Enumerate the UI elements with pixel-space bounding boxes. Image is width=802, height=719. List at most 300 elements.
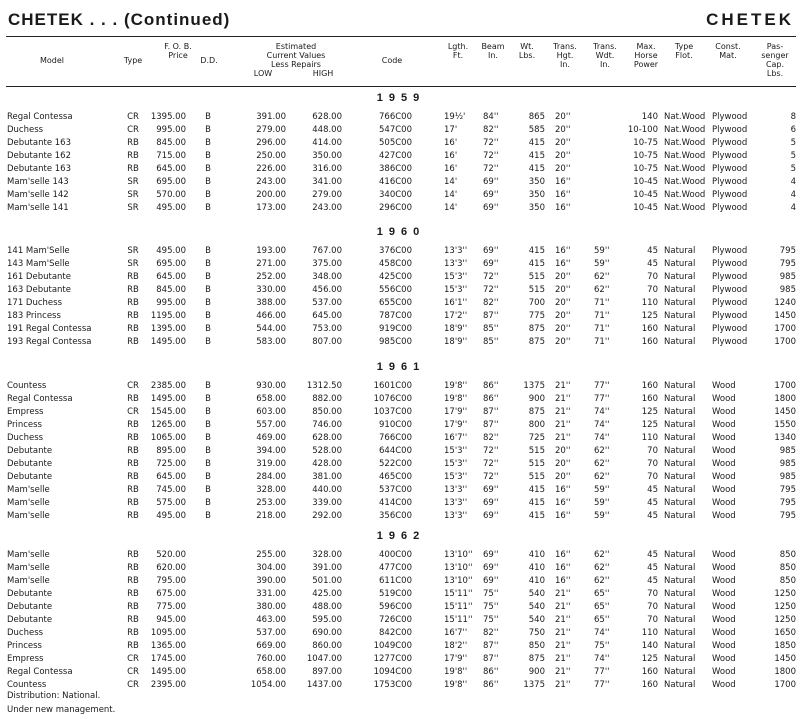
cell-max-hp: 10-45: [633, 203, 658, 213]
cell-value-high: 690.00: [312, 628, 342, 638]
cell-model: Mam'selle: [7, 563, 50, 573]
cell-flotation: Natural: [664, 615, 696, 625]
cell-construction: Plywood: [712, 298, 748, 308]
cell-weight: 415: [528, 498, 545, 508]
cell-model: 141 Mam'Selle: [7, 246, 70, 256]
cell-trans-width: 62'': [594, 550, 610, 560]
cell-dd: B: [205, 394, 211, 404]
cell-weight: 850: [528, 641, 545, 651]
cell-beam: 86'': [483, 381, 499, 391]
cell-max-hp: 45: [647, 576, 658, 586]
cell-model: Debutante: [7, 602, 53, 612]
cell-dd: B: [205, 311, 211, 321]
cell-value-high: 292.00: [312, 511, 342, 521]
cell-length: 15'3'': [444, 285, 468, 295]
cell-beam: 85'': [483, 324, 499, 334]
cell-value-low: 255.00: [256, 550, 286, 560]
cell-weight: 415: [528, 151, 545, 161]
cell-dd: B: [205, 420, 211, 430]
cell-trans-height: 21'': [555, 407, 571, 417]
cell-code: 1094C00: [373, 667, 412, 677]
table-row: [0, 164, 802, 177]
cell-trans-height: 20'': [555, 311, 571, 321]
cell-fob-price: 845.00: [156, 285, 186, 295]
cell-length: 17'9'': [444, 407, 468, 417]
table-row: [0, 615, 802, 628]
cell-beam: 87'': [483, 420, 499, 430]
cell-type: SR: [127, 190, 139, 200]
cell-value-low: 250.00: [256, 151, 286, 161]
cell-trans-height: 20'': [555, 272, 571, 282]
cell-max-hp: 160: [641, 394, 658, 404]
cell-construction: Plywood: [712, 177, 748, 187]
cell-code: 1076C00: [373, 394, 412, 404]
cell-type: RB: [127, 459, 139, 469]
cell-length: 15'3'': [444, 446, 468, 456]
cell-fob-price: 715.00: [156, 151, 186, 161]
cell-max-hp: 160: [641, 381, 658, 391]
cell-length: 14': [444, 177, 458, 187]
cell-weight: 515: [528, 472, 545, 482]
cell-weight: 875: [528, 324, 545, 334]
cell-max-hp: 70: [647, 602, 658, 612]
cell-passenger-cap: 4: [790, 177, 796, 187]
cell-type: RB: [127, 298, 139, 308]
cell-value-low: 658.00: [256, 394, 286, 404]
cell-value-low: 391.00: [256, 112, 286, 122]
table-row: [0, 285, 802, 298]
cell-trans-width: 62'': [594, 272, 610, 282]
cell-code: 1277C00: [373, 654, 412, 664]
cell-value-high: 882.00: [312, 394, 342, 404]
cell-trans-height: 16'': [555, 576, 571, 586]
cell-code: 547C00: [379, 125, 412, 135]
cell-length: 16': [444, 164, 458, 174]
cell-weight: 900: [528, 667, 545, 677]
cell-trans-width: 74'': [594, 420, 610, 430]
cell-trans-height: 16'': [555, 511, 571, 521]
cell-max-hp: 140: [641, 112, 658, 122]
cell-value-low: 200.00: [256, 190, 286, 200]
cell-value-low: 930.00: [256, 381, 286, 391]
cell-trans-width: 62'': [594, 446, 610, 456]
cell-max-hp: 70: [647, 272, 658, 282]
cell-dd: B: [205, 259, 211, 269]
cell-construction: Plywood: [712, 112, 748, 122]
cell-model: 183 Princess: [7, 311, 61, 321]
cell-length: 15'3'': [444, 472, 468, 482]
cell-value-high: 595.00: [312, 615, 342, 625]
cell-length: 19½': [444, 112, 466, 122]
cell-max-hp: 160: [641, 667, 658, 677]
cell-max-hp: 70: [647, 285, 658, 295]
cell-trans-height: 21'': [555, 654, 571, 664]
brand-title: CHETEK: [706, 10, 794, 29]
cell-weight: 540: [528, 602, 545, 612]
hdr-high: HIGH: [312, 69, 334, 78]
cell-passenger-cap: 1800: [774, 394, 796, 404]
cell-flotation: Natural: [664, 446, 696, 456]
cell-code: 766C00: [379, 433, 412, 443]
cell-value-low: 284.00: [256, 472, 286, 482]
table-row: [0, 420, 802, 433]
hdr-model: Model: [39, 56, 65, 65]
cell-max-hp: 125: [641, 420, 658, 430]
cell-length: 16'7'': [444, 628, 468, 638]
cell-weight: 350: [528, 177, 545, 187]
cell-max-hp: 125: [641, 654, 658, 664]
cell-dd: B: [205, 125, 211, 135]
cell-value-high: 279.00: [312, 190, 342, 200]
cell-beam: 75'': [483, 602, 499, 612]
cell-length: 19'8'': [444, 381, 468, 391]
cell-max-hp: 45: [647, 511, 658, 521]
cell-weight: 515: [528, 459, 545, 469]
cell-type: RB: [127, 641, 139, 651]
cell-code: 726C00: [379, 615, 412, 625]
cell-flotation: Natural: [664, 420, 696, 430]
cell-model: Debutante: [7, 459, 53, 469]
cell-code: 425C00: [379, 272, 412, 282]
cell-fob-price: 675.00: [156, 589, 186, 599]
cell-type: RB: [127, 138, 139, 148]
year-heading: 1960: [376, 226, 426, 238]
cell-construction: Wood: [712, 472, 736, 482]
cell-fob-price: 945.00: [156, 615, 186, 625]
cell-model: Mam'selle: [7, 498, 50, 508]
cell-value-low: 544.00: [256, 324, 286, 334]
hdr-trans-width: Trans. Wdt. In.: [593, 42, 617, 69]
table-row: [0, 246, 802, 259]
cell-passenger-cap: 850: [779, 550, 796, 560]
cell-fob-price: 1265.00: [150, 420, 186, 430]
cell-trans-height: 16'': [555, 498, 571, 508]
cell-flotation: Nat.Wood: [664, 125, 706, 135]
cell-type: RB: [127, 563, 139, 573]
cell-max-hp: 10-45: [633, 190, 658, 200]
cell-model: Mam'selle: [7, 550, 50, 560]
table-row: [0, 485, 802, 498]
cell-flotation: Natural: [664, 654, 696, 664]
cell-weight: 725: [528, 433, 545, 443]
cell-value-high: 645.00: [312, 311, 342, 321]
cell-construction: Wood: [712, 420, 736, 430]
cell-passenger-cap: 5: [790, 151, 796, 161]
cell-code: 611C00: [379, 576, 412, 586]
cell-passenger-cap: 795: [779, 259, 796, 269]
cell-model: Duchess: [7, 433, 44, 443]
cell-flotation: Natural: [664, 259, 696, 269]
cell-beam: 72'': [483, 446, 499, 456]
cell-code: 400C00: [379, 550, 412, 560]
cell-length: 13'3'': [444, 485, 468, 495]
cell-trans-height: 16'': [555, 190, 571, 200]
cell-beam: 82'': [483, 628, 499, 638]
cell-model: Princess: [7, 420, 42, 430]
cell-trans-height: 16'': [555, 246, 571, 256]
cell-type: RB: [127, 151, 139, 161]
cell-dd: B: [205, 511, 211, 521]
cell-trans-width: 62'': [594, 472, 610, 482]
cell-construction: Plywood: [712, 125, 748, 135]
cell-construction: Wood: [712, 498, 736, 508]
cell-construction: Wood: [712, 615, 736, 625]
cell-flotation: Natural: [664, 381, 696, 391]
table-row: [0, 680, 802, 693]
cell-model: Debutante: [7, 615, 53, 625]
cell-dd: B: [205, 324, 211, 334]
cell-trans-width: 62'': [594, 563, 610, 573]
cell-model: Empress: [7, 654, 44, 664]
cell-value-high: 348.00: [312, 272, 342, 282]
cell-type: CR: [127, 112, 139, 122]
cell-dd: B: [205, 337, 211, 347]
cell-weight: 515: [528, 446, 545, 456]
cell-flotation: Natural: [664, 576, 696, 586]
table-row: [0, 641, 802, 654]
cell-type: SR: [127, 203, 139, 213]
cell-beam: 69'': [483, 511, 499, 521]
cell-passenger-cap: 795: [779, 511, 796, 521]
cell-trans-height: 20'': [555, 446, 571, 456]
cell-length: 18'9'': [444, 337, 468, 347]
cell-trans-width: 65'': [594, 602, 610, 612]
cell-code: 1601C00: [373, 381, 412, 391]
cell-value-low: 466.00: [256, 311, 286, 321]
cell-fob-price: 725.00: [156, 459, 186, 469]
cell-flotation: Natural: [664, 311, 696, 321]
cell-construction: Wood: [712, 654, 736, 664]
cell-fob-price: 995.00: [156, 298, 186, 308]
cell-flotation: Nat.Wood: [664, 190, 706, 200]
cell-type: RB: [127, 446, 139, 456]
table-row: [0, 337, 802, 350]
cell-beam: 69'': [483, 576, 499, 586]
cell-model: Countess: [7, 680, 47, 690]
cell-trans-width: 59'': [594, 511, 610, 521]
cell-weight: 540: [528, 589, 545, 599]
cell-type: RB: [127, 628, 139, 638]
cell-trans-height: 20'': [555, 164, 571, 174]
cell-trans-height: 21'': [555, 667, 571, 677]
cell-flotation: Natural: [664, 498, 696, 508]
cell-value-low: 304.00: [256, 563, 286, 573]
cell-code: 1753C00: [373, 680, 412, 690]
cell-value-low: 658.00: [256, 667, 286, 677]
cell-trans-width: 62'': [594, 285, 610, 295]
cell-model: 171 Duchess: [7, 298, 63, 308]
cell-flotation: Nat.Wood: [664, 177, 706, 187]
cell-fob-price: 2395.00: [150, 680, 186, 690]
cell-dd: B: [205, 190, 211, 200]
cell-fob-price: 695.00: [156, 177, 186, 187]
cell-trans-height: 20'': [555, 285, 571, 295]
cell-code: 477C00: [379, 563, 412, 573]
cell-beam: 87'': [483, 407, 499, 417]
cell-passenger-cap: 1800: [774, 667, 796, 677]
cell-value-high: 414.00: [312, 138, 342, 148]
cell-trans-height: 20'': [555, 138, 571, 148]
cell-weight: 540: [528, 615, 545, 625]
cell-code: 416C00: [379, 177, 412, 187]
cell-flotation: Natural: [664, 246, 696, 256]
cell-flotation: Natural: [664, 641, 696, 651]
cell-trans-height: 16'': [555, 485, 571, 495]
cell-trans-width: 62'': [594, 576, 610, 586]
cell-value-low: 394.00: [256, 446, 286, 456]
cell-weight: 750: [528, 628, 545, 638]
cell-length: 16'1'': [444, 298, 468, 308]
cell-passenger-cap: 1700: [774, 381, 796, 391]
cell-max-hp: 125: [641, 311, 658, 321]
cell-flotation: Natural: [664, 459, 696, 469]
hdr-fob: F. O. B. Price: [164, 42, 192, 60]
hdr-dd: D.D.: [200, 56, 218, 65]
cell-length: 15'11'': [444, 602, 473, 612]
cell-beam: 82'': [483, 433, 499, 443]
cell-fob-price: 575.00: [156, 498, 186, 508]
cell-flotation: Natural: [664, 298, 696, 308]
cell-value-low: 319.00: [256, 459, 286, 469]
cell-flotation: Natural: [664, 485, 696, 495]
cell-weight: 515: [528, 285, 545, 295]
table-row: [0, 203, 802, 216]
cell-max-hp: 45: [647, 498, 658, 508]
cell-value-low: 296.00: [256, 138, 286, 148]
cell-passenger-cap: 1250: [774, 615, 796, 625]
cell-construction: Plywood: [712, 337, 748, 347]
cell-max-hp: 70: [647, 615, 658, 625]
year-heading: 1961: [376, 361, 426, 373]
cell-construction: Wood: [712, 602, 736, 612]
cell-value-low: 193.00: [256, 246, 286, 256]
cell-fob-price: 645.00: [156, 472, 186, 482]
cell-fob-price: 520.00: [156, 550, 186, 560]
cell-model: Debutante 163: [7, 138, 71, 148]
cell-passenger-cap: 1550: [774, 420, 796, 430]
cell-passenger-cap: 5: [790, 164, 796, 174]
cell-max-hp: 70: [647, 459, 658, 469]
cell-max-hp: 70: [647, 446, 658, 456]
cell-model: Debutante 162: [7, 151, 71, 161]
cell-construction: Wood: [712, 680, 736, 690]
cell-passenger-cap: 850: [779, 576, 796, 586]
cell-value-high: 628.00: [312, 433, 342, 443]
cell-value-high: 746.00: [312, 420, 342, 430]
cell-value-low: 253.00: [256, 498, 286, 508]
cell-code: 910C00: [379, 420, 412, 430]
cell-value-high: 428.00: [312, 459, 342, 469]
cell-code: 537C00: [379, 485, 412, 495]
cell-dd: B: [205, 246, 211, 256]
cell-flotation: Nat.Wood: [664, 151, 706, 161]
table-row: [0, 472, 802, 485]
cell-code: 842C00: [379, 628, 412, 638]
cell-length: 16': [444, 151, 458, 161]
table-row: [0, 272, 802, 285]
cell-type: RB: [127, 602, 139, 612]
cell-construction: Plywood: [712, 203, 748, 213]
cell-trans-width: 74'': [594, 628, 610, 638]
cell-max-hp: 160: [641, 680, 658, 690]
table-row: [0, 151, 802, 164]
cell-trans-width: 71'': [594, 298, 610, 308]
cell-weight: 415: [528, 485, 545, 495]
cell-dd: B: [205, 298, 211, 308]
cell-model: Mam'selle 141: [7, 203, 69, 213]
cell-type: RB: [127, 433, 139, 443]
cell-trans-height: 16'': [555, 259, 571, 269]
cell-trans-height: 20'': [555, 298, 571, 308]
cell-model: Debutante 163: [7, 164, 71, 174]
year-heading: 1962: [376, 530, 426, 542]
cell-length: 17'9'': [444, 654, 468, 664]
cell-code: 556C00: [379, 285, 412, 295]
cell-model: 193 Regal Contessa: [7, 337, 92, 347]
cell-fob-price: 645.00: [156, 164, 186, 174]
cell-trans-width: 77'': [594, 394, 610, 404]
cell-construction: Wood: [712, 550, 736, 560]
cell-flotation: Natural: [664, 407, 696, 417]
cell-code: 522C00: [379, 459, 412, 469]
cell-model: 191 Regal Contessa: [7, 324, 92, 334]
cell-beam: 72'': [483, 472, 499, 482]
cell-code: 596C00: [379, 602, 412, 612]
cell-construction: Wood: [712, 446, 736, 456]
cell-fob-price: 570.00: [156, 190, 186, 200]
cell-passenger-cap: 1650: [774, 628, 796, 638]
cell-type: RB: [127, 394, 139, 404]
cell-type: CR: [127, 680, 139, 690]
hdr-trans-height: Trans. Hgt. In.: [553, 42, 577, 69]
cell-passenger-cap: 1250: [774, 602, 796, 612]
cell-code: 1037C00: [373, 407, 412, 417]
cell-beam: 86'': [483, 667, 499, 677]
cell-dd: B: [205, 407, 211, 417]
cell-construction: Plywood: [712, 246, 748, 256]
cell-flotation: Natural: [664, 550, 696, 560]
cell-code: 458C00: [379, 259, 412, 269]
cell-passenger-cap: 1340: [774, 433, 796, 443]
cell-trans-width: 59'': [594, 259, 610, 269]
cell-construction: Plywood: [712, 311, 748, 321]
cell-value-low: 331.00: [256, 589, 286, 599]
cell-value-low: 537.00: [256, 628, 286, 638]
cell-weight: 875: [528, 407, 545, 417]
cell-value-high: 316.00: [312, 164, 342, 174]
cell-model: Countess: [7, 381, 47, 391]
cell-flotation: Natural: [664, 628, 696, 638]
cell-model: 161 Debutante: [7, 272, 71, 282]
cell-construction: Wood: [712, 485, 736, 495]
cell-dd: B: [205, 151, 211, 161]
cell-fob-price: 795.00: [156, 576, 186, 586]
cell-construction: Wood: [712, 628, 736, 638]
cell-beam: 72'': [483, 164, 499, 174]
hdr-const-mat: Const. Mat.: [715, 42, 741, 60]
cell-code: 505C00: [379, 138, 412, 148]
cell-weight: 350: [528, 190, 545, 200]
cell-trans-width: 74'': [594, 433, 610, 443]
cell-model: Regal Contessa: [7, 667, 73, 677]
table-row: [0, 259, 802, 272]
cell-beam: 75'': [483, 615, 499, 625]
cell-fob-price: 695.00: [156, 259, 186, 269]
cell-construction: Wood: [712, 589, 736, 599]
cell-trans-width: 65'': [594, 589, 610, 599]
cell-length: 18'9'': [444, 324, 468, 334]
table-row: [0, 190, 802, 203]
